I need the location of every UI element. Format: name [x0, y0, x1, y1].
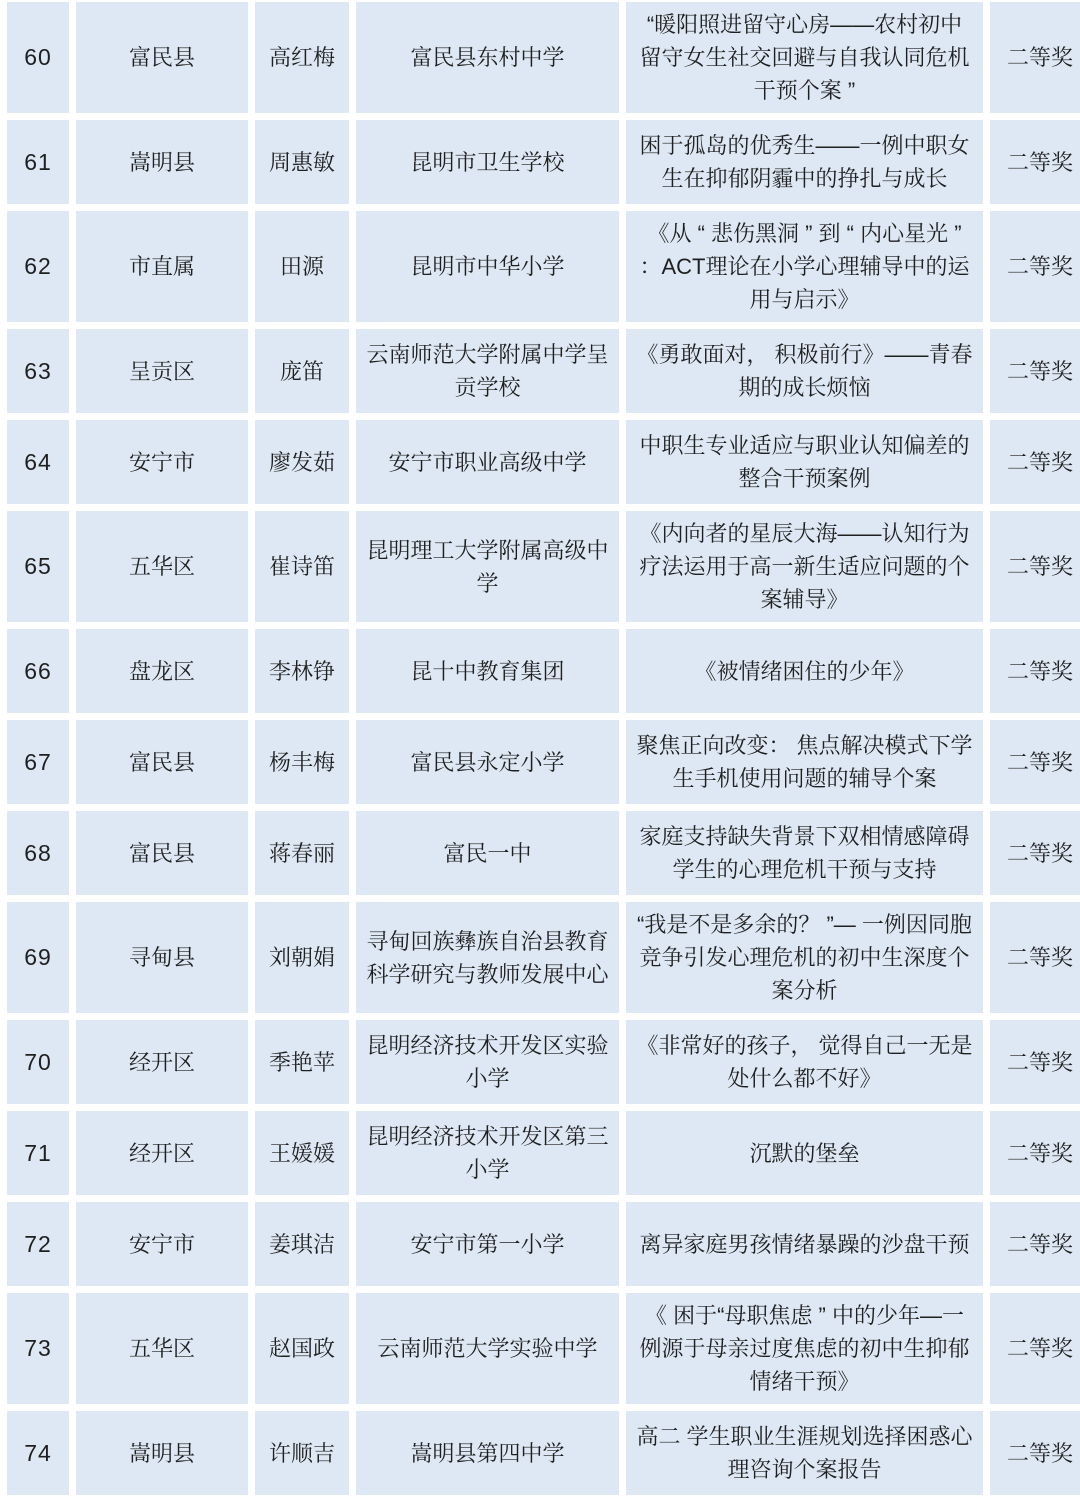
- table-row: [7, 511, 1080, 622]
- cell-teacher-name: 庞笛: [255, 329, 349, 413]
- cell-school: 寻甸回族彝族自治县教育科学研究与教师发展中心: [356, 902, 619, 1013]
- cell-award-level: 二等奖: [990, 420, 1080, 504]
- cell-case-title: 聚焦正向改变： 焦点解决模式下学生手机使用问题的辅导个案: [626, 720, 983, 804]
- cell-award-level: 二等奖: [990, 1293, 1080, 1404]
- cell-row-number: 61: [7, 120, 69, 204]
- cell-award-level: 二等奖: [990, 1202, 1080, 1286]
- cell-school: 富民县东村中学: [356, 2, 619, 113]
- cell-row-number: 73: [7, 1293, 69, 1404]
- cell-row-number: 63: [7, 329, 69, 413]
- cell-row-number: 72: [7, 1202, 69, 1286]
- cell-school: 昆明经济技术开发区第三小学: [356, 1111, 619, 1195]
- cell-row-number: 74: [7, 1411, 69, 1495]
- table-row: [7, 211, 1080, 322]
- cell-district: 经开区: [76, 1020, 248, 1104]
- cell-teacher-name: 田源: [255, 211, 349, 322]
- cell-district: 富民县: [76, 2, 248, 113]
- cell-case-title: 高二 学生职业生涯规划选择困惑心理咨询个案报告: [626, 1411, 983, 1495]
- table-row: [7, 902, 1080, 1013]
- table-row: [7, 811, 1080, 895]
- cell-teacher-name: 赵国政: [255, 1293, 349, 1404]
- cell-district: 经开区: [76, 1111, 248, 1195]
- table-row: [7, 720, 1080, 804]
- table-row: [7, 420, 1080, 504]
- cell-row-number: 62: [7, 211, 69, 322]
- cell-row-number: 68: [7, 811, 69, 895]
- cell-teacher-name: 高红梅: [255, 2, 349, 113]
- cell-school: 嵩明县第四中学: [356, 1411, 619, 1495]
- cell-award-level: 二等奖: [990, 902, 1080, 1013]
- cell-case-title: 《 困于“母职焦虑 ” 中的少年—一例源于母亲过度焦虑的初中生抑郁情绪干预》: [626, 1293, 983, 1404]
- award-table-body: [7, 2, 1080, 1495]
- cell-school: 安宁市职业高级中学: [356, 420, 619, 504]
- cell-district: 五华区: [76, 1293, 248, 1404]
- cell-row-number: 71: [7, 1111, 69, 1195]
- cell-case-title: 困于孤岛的优秀生——一例中职女生在抑郁阴霾中的挣扎与成长: [626, 120, 983, 204]
- cell-award-level: 二等奖: [990, 1411, 1080, 1495]
- cell-case-title: “暖阳照进留守心房——农村初中留守女生社交回避与自我认同危机干预个案 ”: [626, 2, 983, 113]
- cell-teacher-name: 周惠敏: [255, 120, 349, 204]
- cell-row-number: 69: [7, 902, 69, 1013]
- cell-teacher-name: 杨丰梅: [255, 720, 349, 804]
- cell-teacher-name: 许顺吉: [255, 1411, 349, 1495]
- table-row: [7, 2, 1080, 113]
- cell-teacher-name: 李林铮: [255, 629, 349, 713]
- cell-school: 昆十中教育集团: [356, 629, 619, 713]
- cell-award-level: 二等奖: [990, 511, 1080, 622]
- table-row: [7, 1020, 1080, 1104]
- cell-award-level: 二等奖: [990, 629, 1080, 713]
- cell-district: 安宁市: [76, 420, 248, 504]
- cell-case-title: 《非常好的孩子， 觉得自己一无是处什么都不好》: [626, 1020, 983, 1104]
- cell-teacher-name: 崔诗笛: [255, 511, 349, 622]
- cell-award-level: 二等奖: [990, 1020, 1080, 1104]
- cell-row-number: 60: [7, 2, 69, 113]
- cell-school: 云南师范大学附属中学呈贡学校: [356, 329, 619, 413]
- cell-district: 嵩明县: [76, 120, 248, 204]
- cell-district: 盘龙区: [76, 629, 248, 713]
- table-row: [7, 1202, 1080, 1286]
- cell-school: 昆明市卫生学校: [356, 120, 619, 204]
- cell-district: 嵩明县: [76, 1411, 248, 1495]
- cell-district: 五华区: [76, 511, 248, 622]
- cell-school: 安宁市第一小学: [356, 1202, 619, 1286]
- cell-award-level: 二等奖: [990, 211, 1080, 322]
- cell-school: 昆明经济技术开发区实验小学: [356, 1020, 619, 1104]
- table-row: [7, 1111, 1080, 1195]
- cell-school: 云南师范大学实验中学: [356, 1293, 619, 1404]
- cell-teacher-name: 蒋春丽: [255, 811, 349, 895]
- cell-teacher-name: 王媛媛: [255, 1111, 349, 1195]
- cell-school: 富民县永定小学: [356, 720, 619, 804]
- cell-school: 昆明市中华小学: [356, 211, 619, 322]
- cell-district: 富民县: [76, 811, 248, 895]
- cell-district: 呈贡区: [76, 329, 248, 413]
- cell-case-title: 家庭支持缺失背景下双相情感障碍学生的心理危机干预与支持: [626, 811, 983, 895]
- cell-school: 昆明理工大学附属高级中学: [356, 511, 619, 622]
- table-row: [7, 120, 1080, 204]
- cell-row-number: 65: [7, 511, 69, 622]
- cell-row-number: 64: [7, 420, 69, 504]
- cell-district: 市直属: [76, 211, 248, 322]
- cell-award-level: 二等奖: [990, 120, 1080, 204]
- cell-case-title: 离异家庭男孩情绪暴躁的沙盘干预: [626, 1202, 983, 1286]
- cell-award-level: 二等奖: [990, 1111, 1080, 1195]
- cell-award-level: 二等奖: [990, 720, 1080, 804]
- table-row: [7, 1411, 1080, 1495]
- cell-case-title: 《内向者的星辰大海——认知行为疗法运用于高一新生适应问题的个案辅导》: [626, 511, 983, 622]
- cell-case-title: “我是不是多余的？ ”— 一例因同胞竞争引发心理危机的初中生深度个案分析: [626, 902, 983, 1013]
- cell-award-level: 二等奖: [990, 811, 1080, 895]
- cell-district: 寻甸县: [76, 902, 248, 1013]
- cell-school: 富民一中: [356, 811, 619, 895]
- cell-case-title: 《从 “ 悲伤黑洞 ” 到 “ 内心星光 ” ：ACT理论在小学心理辅导中的运用与启示》: [626, 211, 983, 322]
- cell-case-title: 《勇敢面对， 积极前行》——青春期的成长烦恼: [626, 329, 983, 413]
- cell-row-number: 70: [7, 1020, 69, 1104]
- cell-row-number: 67: [7, 720, 69, 804]
- cell-teacher-name: 刘朝娟: [255, 902, 349, 1013]
- cell-district: 安宁市: [76, 1202, 248, 1286]
- cell-case-title: 《被情绪困住的少年》: [626, 629, 983, 713]
- cell-case-title: 沉默的堡垒: [626, 1111, 983, 1195]
- table-row: [7, 629, 1080, 713]
- cell-award-level: 二等奖: [990, 329, 1080, 413]
- cell-case-title: 中职生专业适应与职业认知偏差的整合干预案例: [626, 420, 983, 504]
- cell-teacher-name: 季艳苹: [255, 1020, 349, 1104]
- cell-row-number: 66: [7, 629, 69, 713]
- cell-teacher-name: 廖发茹: [255, 420, 349, 504]
- table-row: [7, 329, 1080, 413]
- cell-teacher-name: 姜琪洁: [255, 1202, 349, 1286]
- cell-award-level: 二等奖: [990, 2, 1080, 113]
- table-row: [7, 1293, 1080, 1404]
- cell-district: 富民县: [76, 720, 248, 804]
